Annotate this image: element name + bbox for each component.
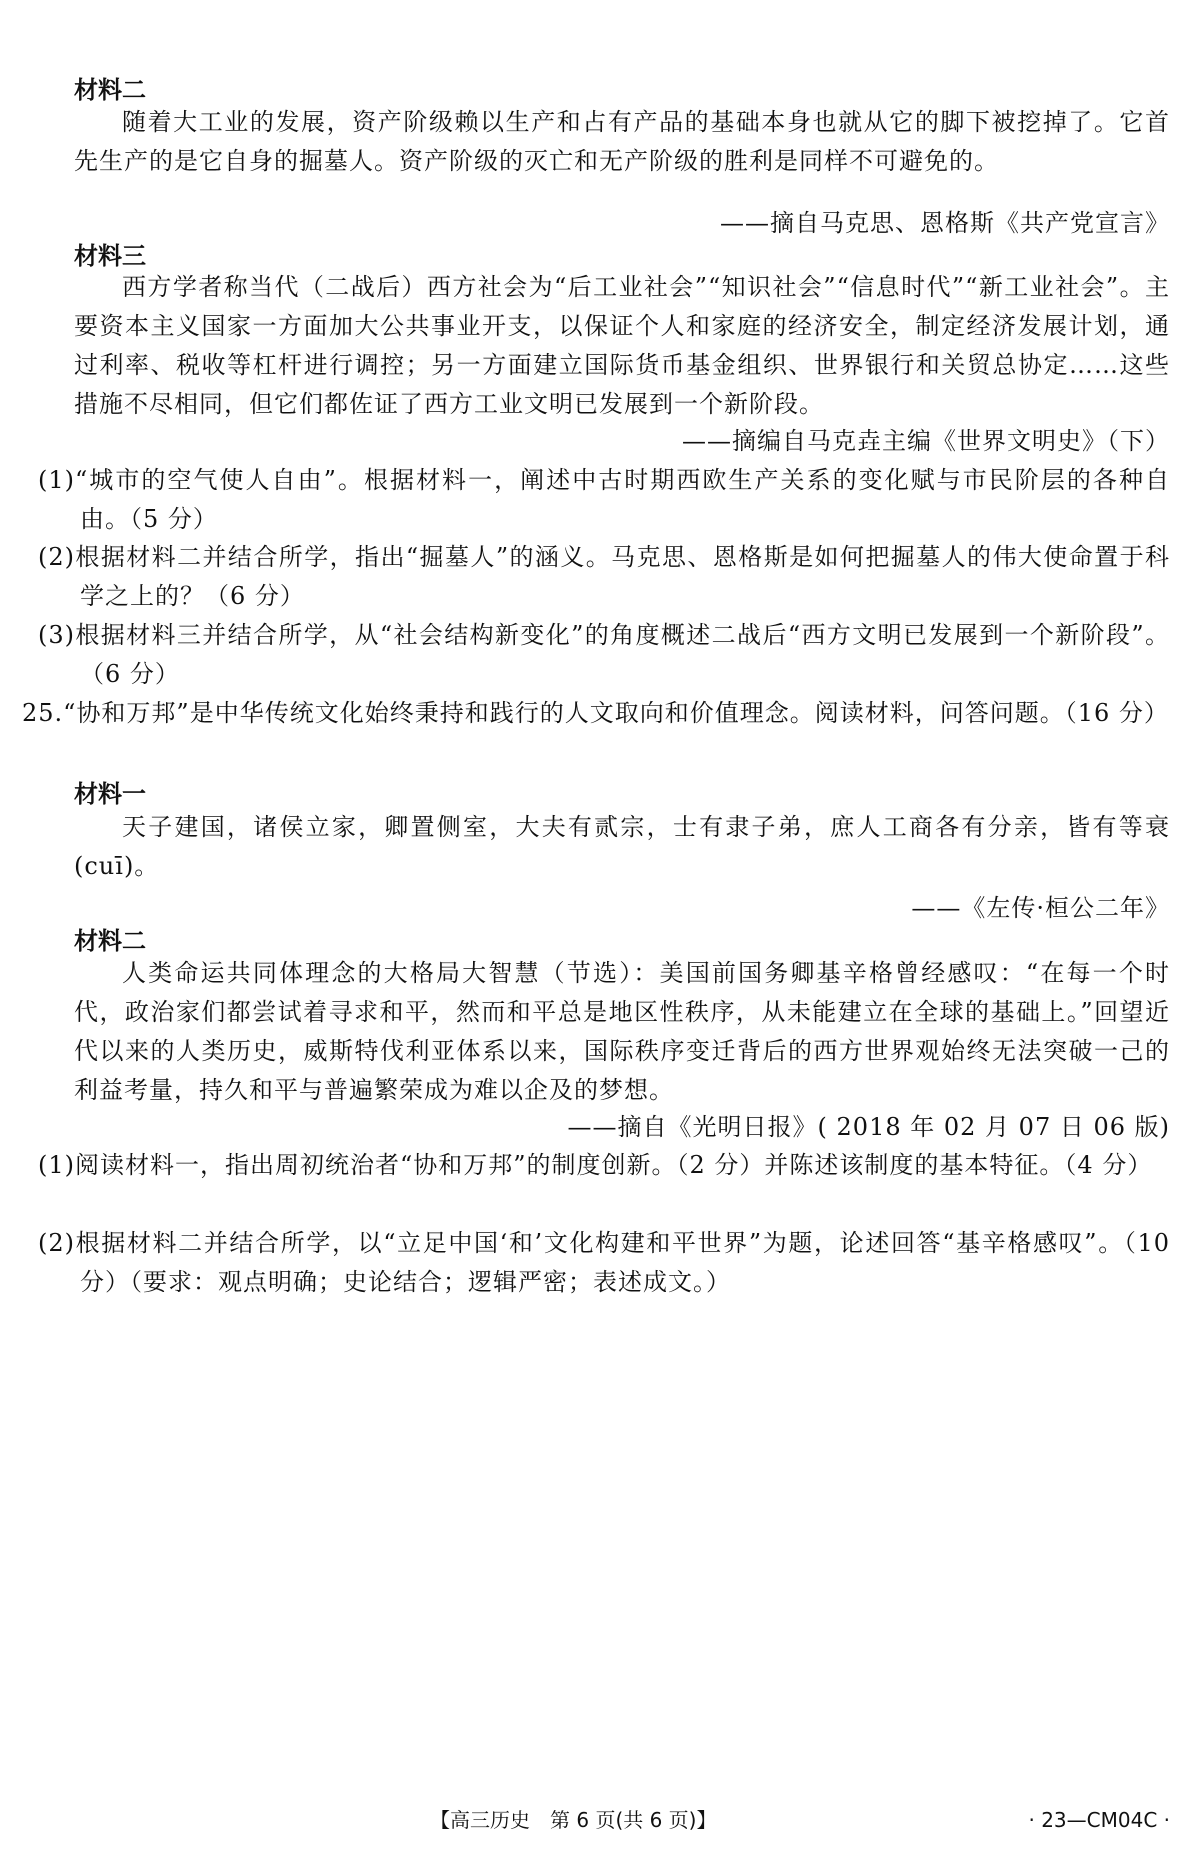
material-3-heading: 材料三 (74, 242, 146, 270)
material-2-text: 随着大工业的发展，资产阶级赖以生产和占有产品的基础本身也就从它的脚下被挖掉了。它首先生产的是它自身的掘墓人。资产阶级的灭亡和无产阶级的胜利是同样不可避免的。 (74, 108, 1170, 175)
material-3-text: 西方学者称当代（二战后）西方社会为“后工业社会”“知识社会”“信息时代”“新工业社会”。主要资本主义国家一方面加大公共事业开支，以保证个人和家庭的经济安全，制定经济发展计划，通过利率、税收等杠杆进行调控；另一方面建立国际货币基金组织、世界银行和关贸总协定……这些措施不尽相同，但它们都佐证了西方工业文明已发展到一个新阶段。 (74, 273, 1170, 418)
q25-stem: 25.“协和万邦”是中华传统文化始终秉持和践行的人文取向和价值理念。阅读材料，问答问题。（16 分） (22, 699, 1169, 727)
q24-part-3: (3)根据材料三并结合所学，从“社会结构新变化”的角度概述二战后“西方文明已发展到一个新阶段”。（6 分） (38, 621, 1170, 688)
material-3-source: ——摘编自马克垚主编《世界文明史》（下） (682, 427, 1170, 455)
material-2-source: ——摘自马克思、恩格斯《共产党宣言》 (720, 209, 1170, 237)
q25-part-1: (1)阅读材料一，指出周初统治者“协和万邦”的制度创新。（2 分）并陈述该制度的基本特征。（4 分） (38, 1151, 1153, 1179)
exam-code: · 23—CM04C · (1028, 1808, 1170, 1832)
q24-part-2: (2)根据材料二并结合所学，指出“掘墓人”的涵义。马克思、恩格斯是如何把掘墓人的伟大使命置于科学之上的？（6 分） (38, 543, 1170, 610)
q25-material-2-text: 人类命运共同体理念的大格局大智慧（节选）：美国前国务卿基辛格曾经感叹：“在每一个时代，政治家们都尝试着寻求和平，然而和平总是地区性秩序，从未能建立在全球的基础上。”回望近代以来的人类历史，威斯特伐利亚体系以来，国际秩序变迁背后的西方世界观始终无法突破一己的利益考量，持久和平与普遍繁荣成为难以企及的梦想。 (74, 959, 1170, 1104)
q25-material-1-source: ——《左传·桓公二年》 (911, 894, 1170, 922)
q25-material-2-source: ——摘自《光明日报》( 2018 年 02 月 07 日 06 版) (567, 1113, 1170, 1141)
q25-material-1-heading: 材料一 (74, 780, 146, 808)
q24-part-1: (1)“城市的空气使人自由”。根据材料一，阐述中古时期西欧生产关系的变化赋与市民阶层的各种自由。（5 分） (38, 466, 1170, 533)
material-2-heading: 材料二 (74, 76, 146, 104)
q25-material-1-text: 天子建国，诸侯立家，卿置侧室，大夫有贰宗，士有隶子弟，庶人工商各有分亲，皆有等衰(cuī)。 (74, 813, 1170, 880)
q25-material-2-heading: 材料二 (74, 927, 146, 955)
q25-part-2: (2)根据材料二并结合所学，以“立足中国‘和’文化构建和平世界”为题，论述回答“基辛格感叹”。（10 分）（要求：观点明确；史论结合；逻辑严密；表述成文。） (38, 1229, 1170, 1296)
page-footer: 【高三历史 第 6 页(共 6 页)】 (430, 1808, 717, 1832)
